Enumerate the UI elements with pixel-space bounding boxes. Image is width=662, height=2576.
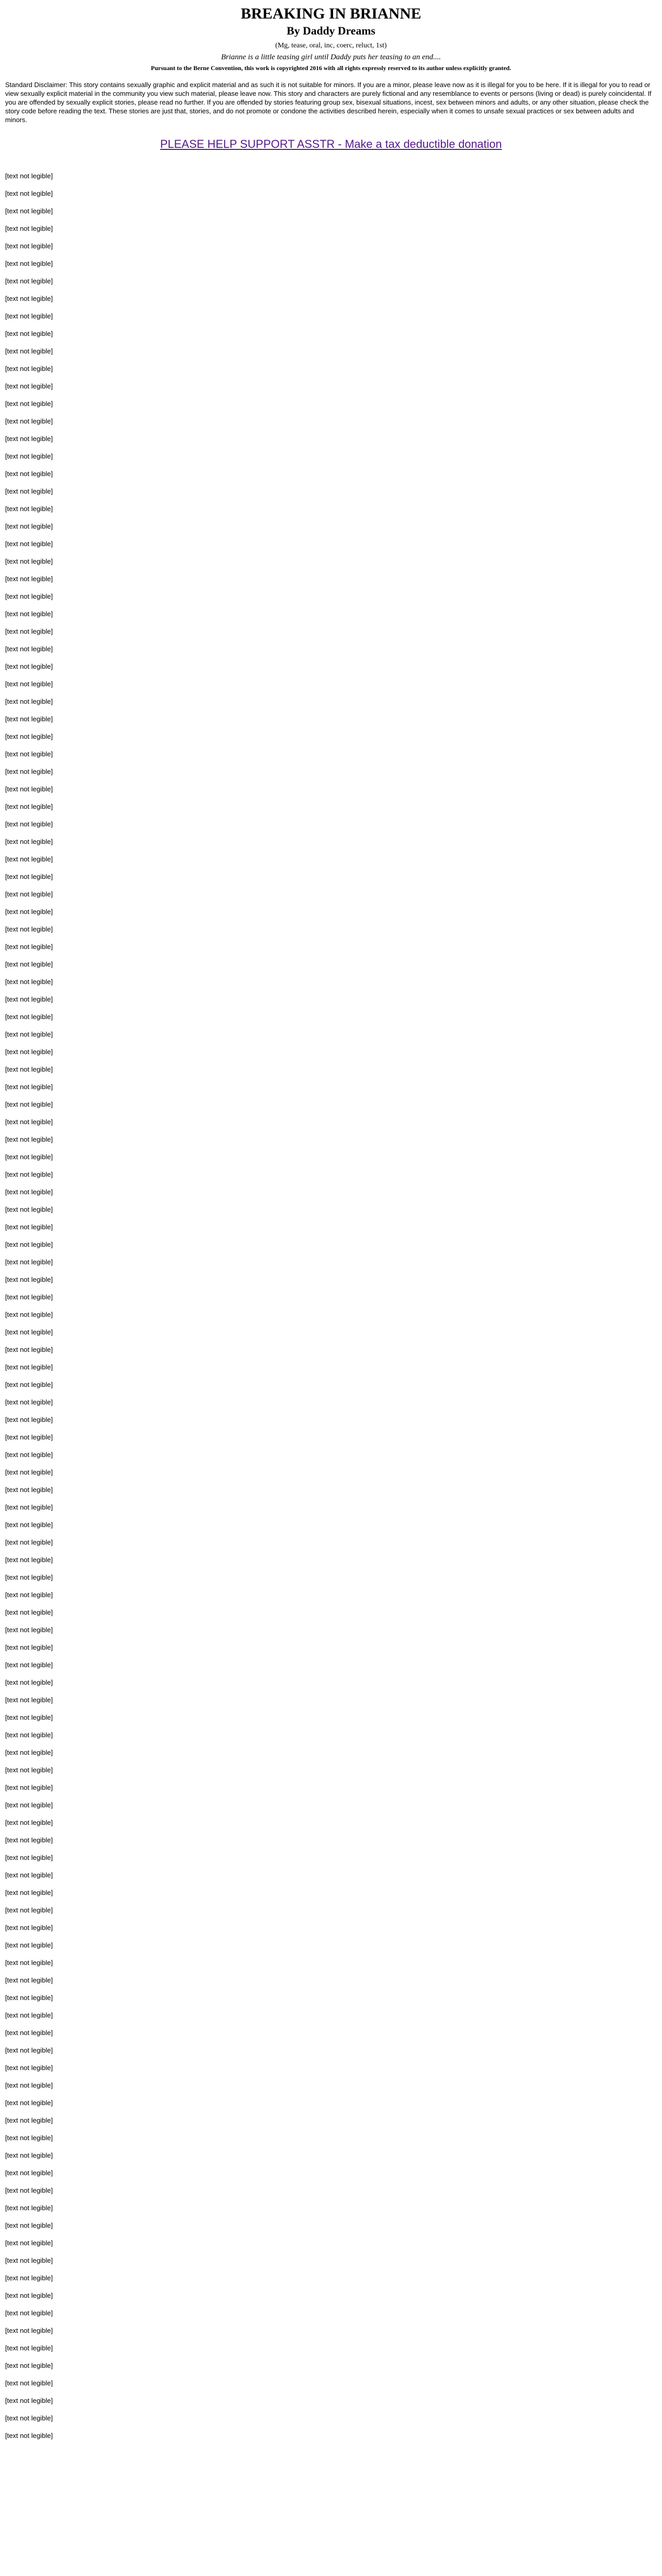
story-paragraph: [text not legible] (5, 1293, 53, 1301)
story-paragraph: [text not legible] (5, 540, 53, 548)
story-paragraph: [text not legible] (5, 2011, 53, 2019)
story-paragraph: [text not legible] (5, 1188, 53, 1196)
story-paragraph: [text not legible] (5, 2046, 53, 2054)
story-subtitle: Brianne is a little teasing girl until Daddy puts her teasing to an end.... (221, 53, 441, 61)
story-paragraph: [text not legible] (5, 890, 53, 898)
story-paragraph: [text not legible] (5, 908, 53, 916)
story-paragraph: [text not legible] (5, 1714, 53, 1721)
story-paragraph: [text not legible] (5, 1398, 53, 1406)
story-paragraph: [text not legible] (5, 1363, 53, 1371)
story-paragraph: [text not legible] (5, 2257, 53, 2264)
story-paragraph: [text not legible] (5, 1153, 53, 1161)
story-paragraph: [text not legible] (5, 943, 53, 951)
story-author: By Daddy Dreams (287, 24, 375, 37)
story-body (5, 172, 657, 2440)
story-paragraph: [text not legible] (5, 1889, 53, 1896)
support-asstr-link[interactable]: PLEASE HELP SUPPORT ASSTR - Make a tax deductible donation (160, 138, 502, 150)
story-paragraph: [text not legible] (5, 2187, 53, 2194)
story-paragraph: [text not legible] (5, 1696, 53, 1704)
story-paragraph: [text not legible] (5, 873, 53, 880)
story-paragraph: [text not legible] (5, 1065, 53, 1073)
story-paragraph: [text not legible] (5, 1731, 53, 1739)
story-paragraph: [text not legible] (5, 2274, 53, 2282)
story-paragraph: [text not legible] (5, 1608, 53, 1616)
story-paragraph: [text not legible] (5, 470, 53, 478)
story-paragraph: [text not legible] (5, 277, 53, 285)
story-paragraph: [text not legible] (5, 2151, 53, 2159)
story-paragraph: [text not legible] (5, 1206, 53, 1213)
story-paragraph: [text not legible] (5, 855, 53, 863)
story-paragraph: [text not legible] (5, 592, 53, 600)
story-paragraph: [text not legible] (5, 1048, 53, 1056)
support-link-container (0, 138, 662, 151)
story-paragraph: [text not legible] (5, 575, 53, 583)
story-paragraph: [text not legible] (5, 1503, 53, 1511)
story-paragraph: [text not legible] (5, 1538, 53, 1546)
story-paragraph: [text not legible] (5, 2029, 53, 2037)
story-paragraph: [text not legible] (5, 610, 53, 618)
story-paragraph: [text not legible] (5, 1994, 53, 2002)
story-paragraph: [text not legible] (5, 2239, 53, 2247)
story-paragraph: [text not legible] (5, 1433, 53, 1441)
story-paragraph: [text not legible] (5, 330, 53, 337)
story-paragraph: [text not legible] (5, 1258, 53, 1266)
story-paragraph: [text not legible] (5, 1819, 53, 1826)
story-paragraph: [text not legible] (5, 1118, 53, 1126)
story-paragraph: [text not legible] (5, 1416, 53, 1423)
story-paragraph: [text not legible] (5, 733, 53, 740)
story-paragraph: [text not legible] (5, 663, 53, 670)
story-paragraph: [text not legible] (5, 1013, 53, 1021)
story-paragraph: [text not legible] (5, 1083, 53, 1091)
story-paragraph: [text not legible] (5, 312, 53, 320)
story-paragraph: [text not legible] (5, 522, 53, 530)
story-paragraph: [text not legible] (5, 2064, 53, 2072)
story-paragraph: [text not legible] (5, 207, 53, 215)
story-paragraph: [text not legible] (5, 1346, 53, 1353)
story-paragraph: [text not legible] (5, 1679, 53, 1686)
story-paragraph: [text not legible] (5, 1924, 53, 1931)
story-paragraph: [text not legible] (5, 2292, 53, 2299)
story-paragraph: [text not legible] (5, 1030, 53, 1038)
story-paragraph: [text not legible] (5, 1556, 53, 1564)
story-paragraph: [text not legible] (5, 225, 53, 232)
story-paragraph: [text not legible] (5, 2116, 53, 2124)
story-paragraph: [text not legible] (5, 505, 53, 513)
story-paragraph: [text not legible] (5, 2432, 53, 2439)
story-paragraph: [text not legible] (5, 242, 53, 250)
story-paragraph: [text not legible] (5, 1766, 53, 1774)
story-paragraph: [text not legible] (5, 680, 53, 688)
story-paragraph: [text not legible] (5, 785, 53, 793)
story-paragraph: [text not legible] (5, 2222, 53, 2229)
story-paragraph: [text not legible] (5, 1871, 53, 1879)
story-paragraph: [text not legible] (5, 417, 53, 425)
story-paragraph: [text not legible] (5, 2309, 53, 2317)
story-paragraph: [text not legible] (5, 2344, 53, 2352)
story-paragraph: [text not legible] (5, 1643, 53, 1651)
story-paragraph: [text not legible] (5, 2397, 53, 2404)
story-paragraph: [text not legible] (5, 715, 53, 723)
story-paragraph: [text not legible] (5, 1906, 53, 1914)
story-paragraph: [text not legible] (5, 1451, 53, 1459)
story-paragraph: [text not legible] (5, 1223, 53, 1231)
standard-disclaimer: Standard Disclaimer: This story contains sexually graphic and explicit material and as such it is not suitable for minors. If you are a minor, please leave now as it is illegal for you to be here. If it is illegal for you to read or view sexually explicit material in the community you view such material, please leave now. This story and characters are purely fictional and any resemblance to events or persons (living or dead) is purely coincidental. If you are offended by sexually explicit stories, please read no further. If you are offended by stories featuring group sex, bisexual situations, incest, sex between minors and adults, or any other situation, please check the story code before reading the text. These stories are just that, stories, and do not promote or condone the activities described herein, especially when it comes to unsafe sexual practices or sex between adults and minors. (5, 81, 652, 124)
story-paragraph: [text not legible] (5, 750, 53, 758)
story-paragraph: [text not legible] (5, 400, 53, 408)
story-paragraph: [text not legible] (5, 838, 53, 845)
story-paragraph: [text not legible] (5, 1959, 53, 1967)
story-paragraph: [text not legible] (5, 1100, 53, 1108)
story-title: BREAKING IN BRIANNE (240, 5, 422, 22)
story-paragraph: [text not legible] (5, 295, 53, 302)
story-paragraph: [text not legible] (5, 2081, 53, 2089)
story-paragraph: [text not legible] (5, 2134, 53, 2142)
story-paragraph: [text not legible] (5, 435, 53, 443)
story-paragraph: [text not legible] (5, 1801, 53, 1809)
story-paragraph: [text not legible] (5, 1591, 53, 1599)
story-paragraph: [text not legible] (5, 803, 53, 810)
story-paragraph: [text not legible] (5, 628, 53, 635)
story-paragraph: [text not legible] (5, 2204, 53, 2212)
story-paragraph: [text not legible] (5, 1941, 53, 1949)
story-paragraph: [text not legible] (5, 190, 53, 197)
story-paragraph: [text not legible] (5, 2169, 53, 2177)
story-paragraph: [text not legible] (5, 1486, 53, 1494)
story-code-tags: (Mg, tease, oral, inc, coerc, reluct, 1st) (275, 42, 387, 49)
story-paragraph: [text not legible] (5, 1241, 53, 1248)
story-paragraph: [text not legible] (5, 1661, 53, 1669)
story-paragraph: [text not legible] (5, 1311, 53, 1318)
story-paragraph: [text not legible] (5, 1136, 53, 1143)
story-paragraph: [text not legible] (5, 382, 53, 390)
story-paragraph: [text not legible] (5, 347, 53, 355)
story-paragraph: [text not legible] (5, 995, 53, 1003)
story-paragraph: [text not legible] (5, 365, 53, 372)
story-paragraph: [text not legible] (5, 1328, 53, 1336)
story-paragraph: [text not legible] (5, 1749, 53, 1756)
story-paragraph: [text not legible] (5, 1381, 53, 1388)
story-paragraph: [text not legible] (5, 978, 53, 986)
story-paragraph: [text not legible] (5, 925, 53, 933)
story-paragraph: [text not legible] (5, 1573, 53, 1581)
story-paragraph: [text not legible] (5, 1276, 53, 1283)
copyright-notice: Pursuant to the Berne Convention, this work is copyrighted 2016 with all rights expressly reserved to its author unless explicitly granted. (151, 64, 511, 72)
story-paragraph: [text not legible] (5, 768, 53, 775)
story-paragraph: [text not legible] (5, 452, 53, 460)
story-paragraph: [text not legible] (5, 2414, 53, 2422)
story-paragraph: [text not legible] (5, 2379, 53, 2387)
story-paragraph: [text not legible] (5, 1626, 53, 1634)
story-paragraph: [text not legible] (5, 1171, 53, 1178)
story-paragraph: [text not legible] (5, 172, 53, 180)
story-paragraph: [text not legible] (5, 557, 53, 565)
story-paragraph: [text not legible] (5, 2327, 53, 2334)
story-paragraph: [text not legible] (5, 698, 53, 705)
story-paragraph: [text not legible] (5, 1836, 53, 1844)
story-paragraph: [text not legible] (5, 645, 53, 653)
story-header (0, 0, 662, 73)
story-paragraph: [text not legible] (5, 2099, 53, 2107)
story-paragraph: [text not legible] (5, 487, 53, 495)
story-paragraph: [text not legible] (5, 1976, 53, 1984)
story-paragraph: [text not legible] (5, 960, 53, 968)
story-paragraph: [text not legible] (5, 260, 53, 267)
story-paragraph: [text not legible] (5, 1784, 53, 1791)
story-paragraph: [text not legible] (5, 1854, 53, 1861)
story-paragraph: [text not legible] (5, 820, 53, 828)
story-paragraph: [text not legible] (5, 1468, 53, 1476)
story-paragraph: [text not legible] (5, 1521, 53, 1529)
story-paragraph: [text not legible] (5, 2362, 53, 2369)
